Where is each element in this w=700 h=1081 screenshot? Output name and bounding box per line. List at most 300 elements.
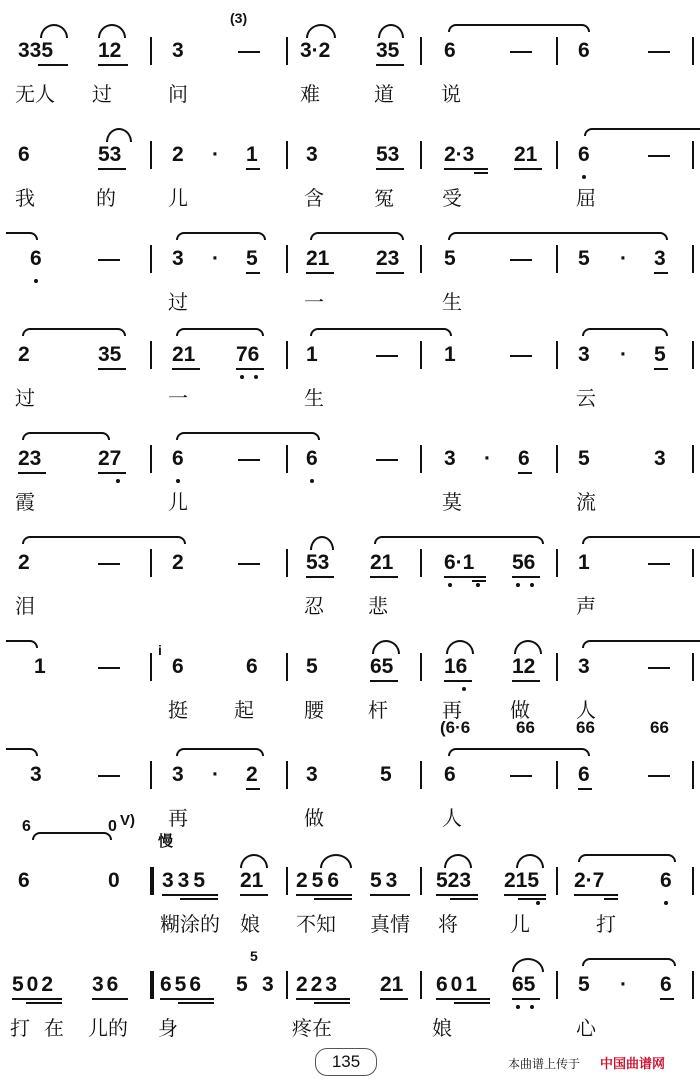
note: 3 xyxy=(578,655,590,678)
tie xyxy=(22,328,126,336)
lyric: 一 xyxy=(168,388,188,410)
underline xyxy=(444,576,486,578)
accompaniment-note: 66 xyxy=(576,718,595,737)
underline xyxy=(660,998,674,1000)
barline xyxy=(692,867,694,895)
note: 2 xyxy=(18,343,30,366)
note: 21 xyxy=(172,343,196,366)
lyric: 一 xyxy=(304,292,324,314)
note: 3 xyxy=(654,447,666,470)
dash xyxy=(510,355,532,357)
dash xyxy=(648,775,670,777)
underline xyxy=(504,894,546,896)
underline xyxy=(178,1002,214,1004)
lyric: 流 xyxy=(576,492,596,514)
octave-dot xyxy=(462,687,466,691)
lyric: 挺 xyxy=(168,700,188,722)
barline xyxy=(420,971,422,999)
tie xyxy=(448,24,590,32)
note: 6 xyxy=(444,39,456,62)
underline xyxy=(472,580,486,582)
dash xyxy=(648,563,670,565)
lyric: 糊涂的 xyxy=(160,914,220,936)
note: 5 xyxy=(380,763,392,786)
tie xyxy=(6,640,38,648)
barline xyxy=(150,445,152,473)
lyric: 过 xyxy=(92,84,112,106)
dash xyxy=(510,775,532,777)
note: 6 xyxy=(172,447,184,470)
lyric: 不知 xyxy=(296,914,336,936)
note: 6 xyxy=(578,143,590,166)
bar-number: (3) xyxy=(230,10,248,26)
octave-dot xyxy=(176,479,180,483)
dash xyxy=(98,775,120,777)
barline xyxy=(556,245,558,273)
barline xyxy=(150,867,154,895)
underline xyxy=(380,998,408,1000)
lyric: 受 xyxy=(442,188,462,210)
note: 215 xyxy=(504,869,540,892)
note: 23 xyxy=(18,447,42,470)
note: 2 xyxy=(172,551,184,574)
lyric: 身 xyxy=(158,1018,178,1040)
tie xyxy=(582,958,676,966)
lyric: 打 xyxy=(596,914,616,936)
note: 1 xyxy=(578,551,590,574)
tie xyxy=(6,232,38,240)
tie xyxy=(176,328,264,336)
barline xyxy=(692,761,694,789)
slur xyxy=(378,24,404,38)
underline xyxy=(376,168,404,170)
note: 12 xyxy=(98,39,122,62)
note: 12 xyxy=(512,655,536,678)
lyric: 娘 xyxy=(432,1018,452,1040)
note: · xyxy=(212,143,219,166)
underline xyxy=(240,894,268,896)
octave-dot xyxy=(582,175,586,179)
underline xyxy=(180,898,218,900)
tie xyxy=(176,432,320,440)
barline xyxy=(286,445,288,473)
slur xyxy=(40,24,68,38)
slur xyxy=(444,854,472,868)
score-line-5 xyxy=(0,428,700,532)
octave-dot xyxy=(116,479,120,483)
accompaniment-note: (6·6 xyxy=(440,718,471,737)
lyric: 的 xyxy=(96,188,116,210)
lyric: 儿的 xyxy=(88,1018,128,1040)
note: 36 xyxy=(92,973,122,996)
note: 601 xyxy=(436,973,481,996)
dash xyxy=(238,459,260,461)
note: 5 xyxy=(444,247,456,270)
underline xyxy=(512,998,540,1000)
octave-dot xyxy=(34,279,38,283)
dash xyxy=(98,259,120,261)
octave-dot xyxy=(530,1005,534,1009)
tie xyxy=(582,328,668,336)
tie xyxy=(176,748,264,756)
underline xyxy=(370,576,398,578)
octave-dot xyxy=(240,375,244,379)
note: 3 xyxy=(578,343,590,366)
lyric: 过 xyxy=(15,388,35,410)
note: 2 xyxy=(246,763,258,786)
note: 3 xyxy=(172,247,184,270)
slur xyxy=(512,958,544,972)
note: 6 xyxy=(306,447,318,470)
barline xyxy=(150,245,152,273)
barline xyxy=(556,445,558,473)
barline xyxy=(150,341,152,369)
slur xyxy=(310,536,334,550)
note: 6 xyxy=(444,763,456,786)
page-number: 135 xyxy=(315,1048,377,1076)
lyric: 再 xyxy=(442,700,462,722)
underline xyxy=(246,168,260,170)
underline xyxy=(578,788,592,790)
score-line-1 xyxy=(0,10,700,124)
note: 1 xyxy=(34,655,46,678)
underline xyxy=(376,64,404,66)
lyric: 人 xyxy=(442,808,462,830)
underline xyxy=(518,472,532,474)
note: 35 xyxy=(98,343,122,366)
lyric: 将 xyxy=(438,914,458,936)
note: 6 xyxy=(578,763,590,786)
barline xyxy=(692,445,694,473)
tie xyxy=(22,536,186,544)
underline xyxy=(450,898,478,900)
note: 3 xyxy=(262,973,274,996)
lyric: 冤 xyxy=(374,188,394,210)
note: 53 xyxy=(376,143,400,166)
accompaniment-note: 66 xyxy=(650,718,669,737)
barline xyxy=(692,37,694,65)
barline xyxy=(692,245,694,273)
note: 5 xyxy=(306,655,318,678)
octave-dot xyxy=(310,479,314,483)
lyric: 起 xyxy=(234,700,254,722)
barline xyxy=(556,549,558,577)
barline xyxy=(420,445,422,473)
slur xyxy=(516,854,544,868)
note: 27 xyxy=(98,447,122,470)
note: 3 xyxy=(172,763,184,786)
underline xyxy=(160,998,214,1000)
lyric: 忍 xyxy=(304,596,324,618)
note: 53 xyxy=(370,869,402,892)
note: 5 xyxy=(236,973,248,996)
note: 0 xyxy=(108,869,120,892)
barline xyxy=(556,341,558,369)
barline xyxy=(286,549,288,577)
tie xyxy=(310,328,452,336)
score-line-10 xyxy=(0,948,700,1058)
lyric: 生 xyxy=(304,388,324,410)
note: 65 xyxy=(512,973,536,996)
note: 16 xyxy=(444,655,468,678)
note: · xyxy=(484,447,491,470)
note: 6 xyxy=(518,447,530,470)
octave-dot xyxy=(476,583,480,587)
tie xyxy=(176,232,266,240)
barline xyxy=(286,761,288,789)
lyric: 泪 xyxy=(15,596,35,618)
barline xyxy=(556,867,558,895)
note: 53 xyxy=(98,143,122,166)
tie xyxy=(448,232,668,240)
barline xyxy=(420,37,422,65)
underline xyxy=(512,576,540,578)
note: 6 xyxy=(578,39,590,62)
note: 1 xyxy=(246,143,258,166)
underline xyxy=(518,898,546,900)
barline xyxy=(692,971,694,999)
tie xyxy=(582,536,700,544)
underline xyxy=(444,680,472,682)
lyric: 无人 xyxy=(15,84,55,106)
lyric: 疼在 xyxy=(292,1018,332,1040)
note: 1 xyxy=(306,343,318,366)
underline xyxy=(18,472,46,474)
site-logo: 中国曲谱网 xyxy=(600,1056,666,1071)
note: 523 xyxy=(436,869,472,892)
slur xyxy=(446,640,474,654)
note: 2·7 xyxy=(574,869,605,892)
score-line-9 xyxy=(0,812,700,954)
tie xyxy=(584,128,700,136)
underline xyxy=(306,576,334,578)
lyric: 儿 xyxy=(510,914,530,936)
lyric: 云 xyxy=(576,388,596,410)
underline xyxy=(172,368,200,370)
barline xyxy=(150,971,154,999)
octave-dot xyxy=(254,375,258,379)
barline xyxy=(420,549,422,577)
grace-note: i xyxy=(158,642,162,658)
underline xyxy=(296,894,352,896)
octave-dot xyxy=(516,1005,520,1009)
lyric: 说 xyxy=(441,84,461,106)
barline xyxy=(420,341,422,369)
dash xyxy=(98,667,120,669)
dash xyxy=(648,51,670,53)
note: 3 xyxy=(444,447,456,470)
underline xyxy=(98,472,126,474)
tempo-mark: 慢 xyxy=(158,833,174,850)
underline xyxy=(306,272,334,274)
barline xyxy=(420,141,422,169)
note: 335 xyxy=(162,869,210,892)
underline xyxy=(454,1002,490,1004)
lyric: 霞 xyxy=(15,492,35,514)
underline xyxy=(98,368,126,370)
score-line-2 xyxy=(0,124,700,228)
note: 3 xyxy=(654,247,666,270)
note: 656 xyxy=(160,973,205,996)
lyric: 做 xyxy=(304,808,324,830)
note: 3 xyxy=(172,39,184,62)
note: · xyxy=(212,763,219,786)
lyric: 屈 xyxy=(576,188,596,210)
underline xyxy=(38,64,68,66)
underline xyxy=(246,788,260,790)
accompaniment-note: 6 xyxy=(22,818,31,835)
barline xyxy=(286,341,288,369)
underline xyxy=(436,894,478,896)
note: 6 xyxy=(18,869,30,892)
upload-note: 本曲谱上传于 xyxy=(508,1057,581,1071)
barline xyxy=(150,653,152,681)
slur xyxy=(372,640,400,654)
note: 502 xyxy=(12,973,57,996)
lyric: 腰 xyxy=(304,700,324,722)
lyric: 道 xyxy=(374,84,394,106)
note: 2 xyxy=(172,143,184,166)
dash xyxy=(510,259,532,261)
underline xyxy=(314,898,352,900)
tie xyxy=(582,640,700,648)
note: 335 xyxy=(18,39,54,62)
note: 5 xyxy=(578,973,590,996)
underline xyxy=(236,368,264,370)
note: · xyxy=(620,247,627,270)
tie xyxy=(448,748,590,756)
note: 6·1 xyxy=(444,551,475,574)
barline xyxy=(150,141,152,169)
dash xyxy=(648,667,670,669)
note: · xyxy=(212,247,219,270)
underline xyxy=(296,998,350,1000)
note: 23 xyxy=(376,247,400,270)
note: 5 xyxy=(578,247,590,270)
dash xyxy=(238,51,260,53)
note: 5 xyxy=(654,343,666,366)
underline xyxy=(444,168,488,170)
underline xyxy=(246,272,260,274)
underline xyxy=(314,1002,350,1004)
score-line-7 xyxy=(0,636,700,740)
octave-dot xyxy=(664,901,668,905)
lyric: 声 xyxy=(576,596,596,618)
lyric: 含 xyxy=(304,188,324,210)
note: 21 xyxy=(380,973,404,996)
note: 21 xyxy=(306,247,330,270)
lyric: 生 xyxy=(442,292,462,314)
note: 6 xyxy=(246,655,258,678)
underline xyxy=(574,894,618,896)
barline xyxy=(556,37,558,65)
note: · xyxy=(620,343,627,366)
barline xyxy=(692,653,694,681)
barline xyxy=(556,971,558,999)
note: · xyxy=(620,973,627,996)
dash xyxy=(648,155,670,157)
note: 6 xyxy=(18,143,30,166)
underline xyxy=(370,894,410,896)
dash xyxy=(376,355,398,357)
note: 6 xyxy=(660,869,672,892)
barline xyxy=(420,245,422,273)
lyric: 打 xyxy=(10,1018,30,1040)
lyric: 过 xyxy=(168,292,188,314)
dash xyxy=(238,563,260,565)
dash xyxy=(98,563,120,565)
barline xyxy=(556,141,558,169)
note: 56 xyxy=(512,551,536,574)
underline xyxy=(376,272,404,274)
lyric: 做 xyxy=(510,700,530,722)
lyric: 娘 xyxy=(240,914,260,936)
score-line-3 xyxy=(0,228,700,332)
slur xyxy=(240,854,268,868)
underline xyxy=(654,368,668,370)
tie xyxy=(32,832,112,840)
barline xyxy=(692,549,694,577)
note: 21 xyxy=(240,869,264,892)
lyric: 再 xyxy=(168,808,188,830)
underline xyxy=(436,998,490,1000)
lyric: 问 xyxy=(168,84,188,106)
underline xyxy=(512,680,540,682)
note: 21 xyxy=(514,143,538,166)
barline xyxy=(692,141,694,169)
lyric: 杆 xyxy=(368,700,388,722)
slur xyxy=(306,24,336,38)
note: 65 xyxy=(370,655,394,678)
barline xyxy=(556,761,558,789)
note: 35 xyxy=(376,39,400,62)
barline xyxy=(556,653,558,681)
accompaniment-note: 0 xyxy=(108,818,117,835)
underline xyxy=(98,64,128,66)
underline xyxy=(92,998,128,1000)
barline xyxy=(420,653,422,681)
note: 5 xyxy=(246,247,258,270)
note: 21 xyxy=(370,551,394,574)
note: 1 xyxy=(444,343,456,366)
tie xyxy=(22,432,110,440)
note: 3 xyxy=(306,763,318,786)
octave-dot xyxy=(536,901,540,905)
barline xyxy=(286,867,288,895)
underline xyxy=(162,894,218,896)
score-line-4 xyxy=(0,324,700,428)
underline xyxy=(98,168,126,170)
octave-dot xyxy=(448,583,452,587)
note: 2 xyxy=(18,551,30,574)
barline xyxy=(150,37,152,65)
slur xyxy=(320,854,352,868)
tie xyxy=(578,854,676,862)
dash xyxy=(510,51,532,53)
note: 256 xyxy=(296,869,344,892)
note: 3·2 xyxy=(300,39,331,62)
note: 2·3 xyxy=(444,143,475,166)
score-line-6 xyxy=(0,532,700,636)
barline xyxy=(286,245,288,273)
slur xyxy=(106,128,132,142)
lyric: 儿 xyxy=(168,492,188,514)
note: 223 xyxy=(296,973,341,996)
tie xyxy=(310,232,404,240)
barline xyxy=(286,37,288,65)
underline xyxy=(12,998,62,1000)
underline xyxy=(604,898,618,900)
